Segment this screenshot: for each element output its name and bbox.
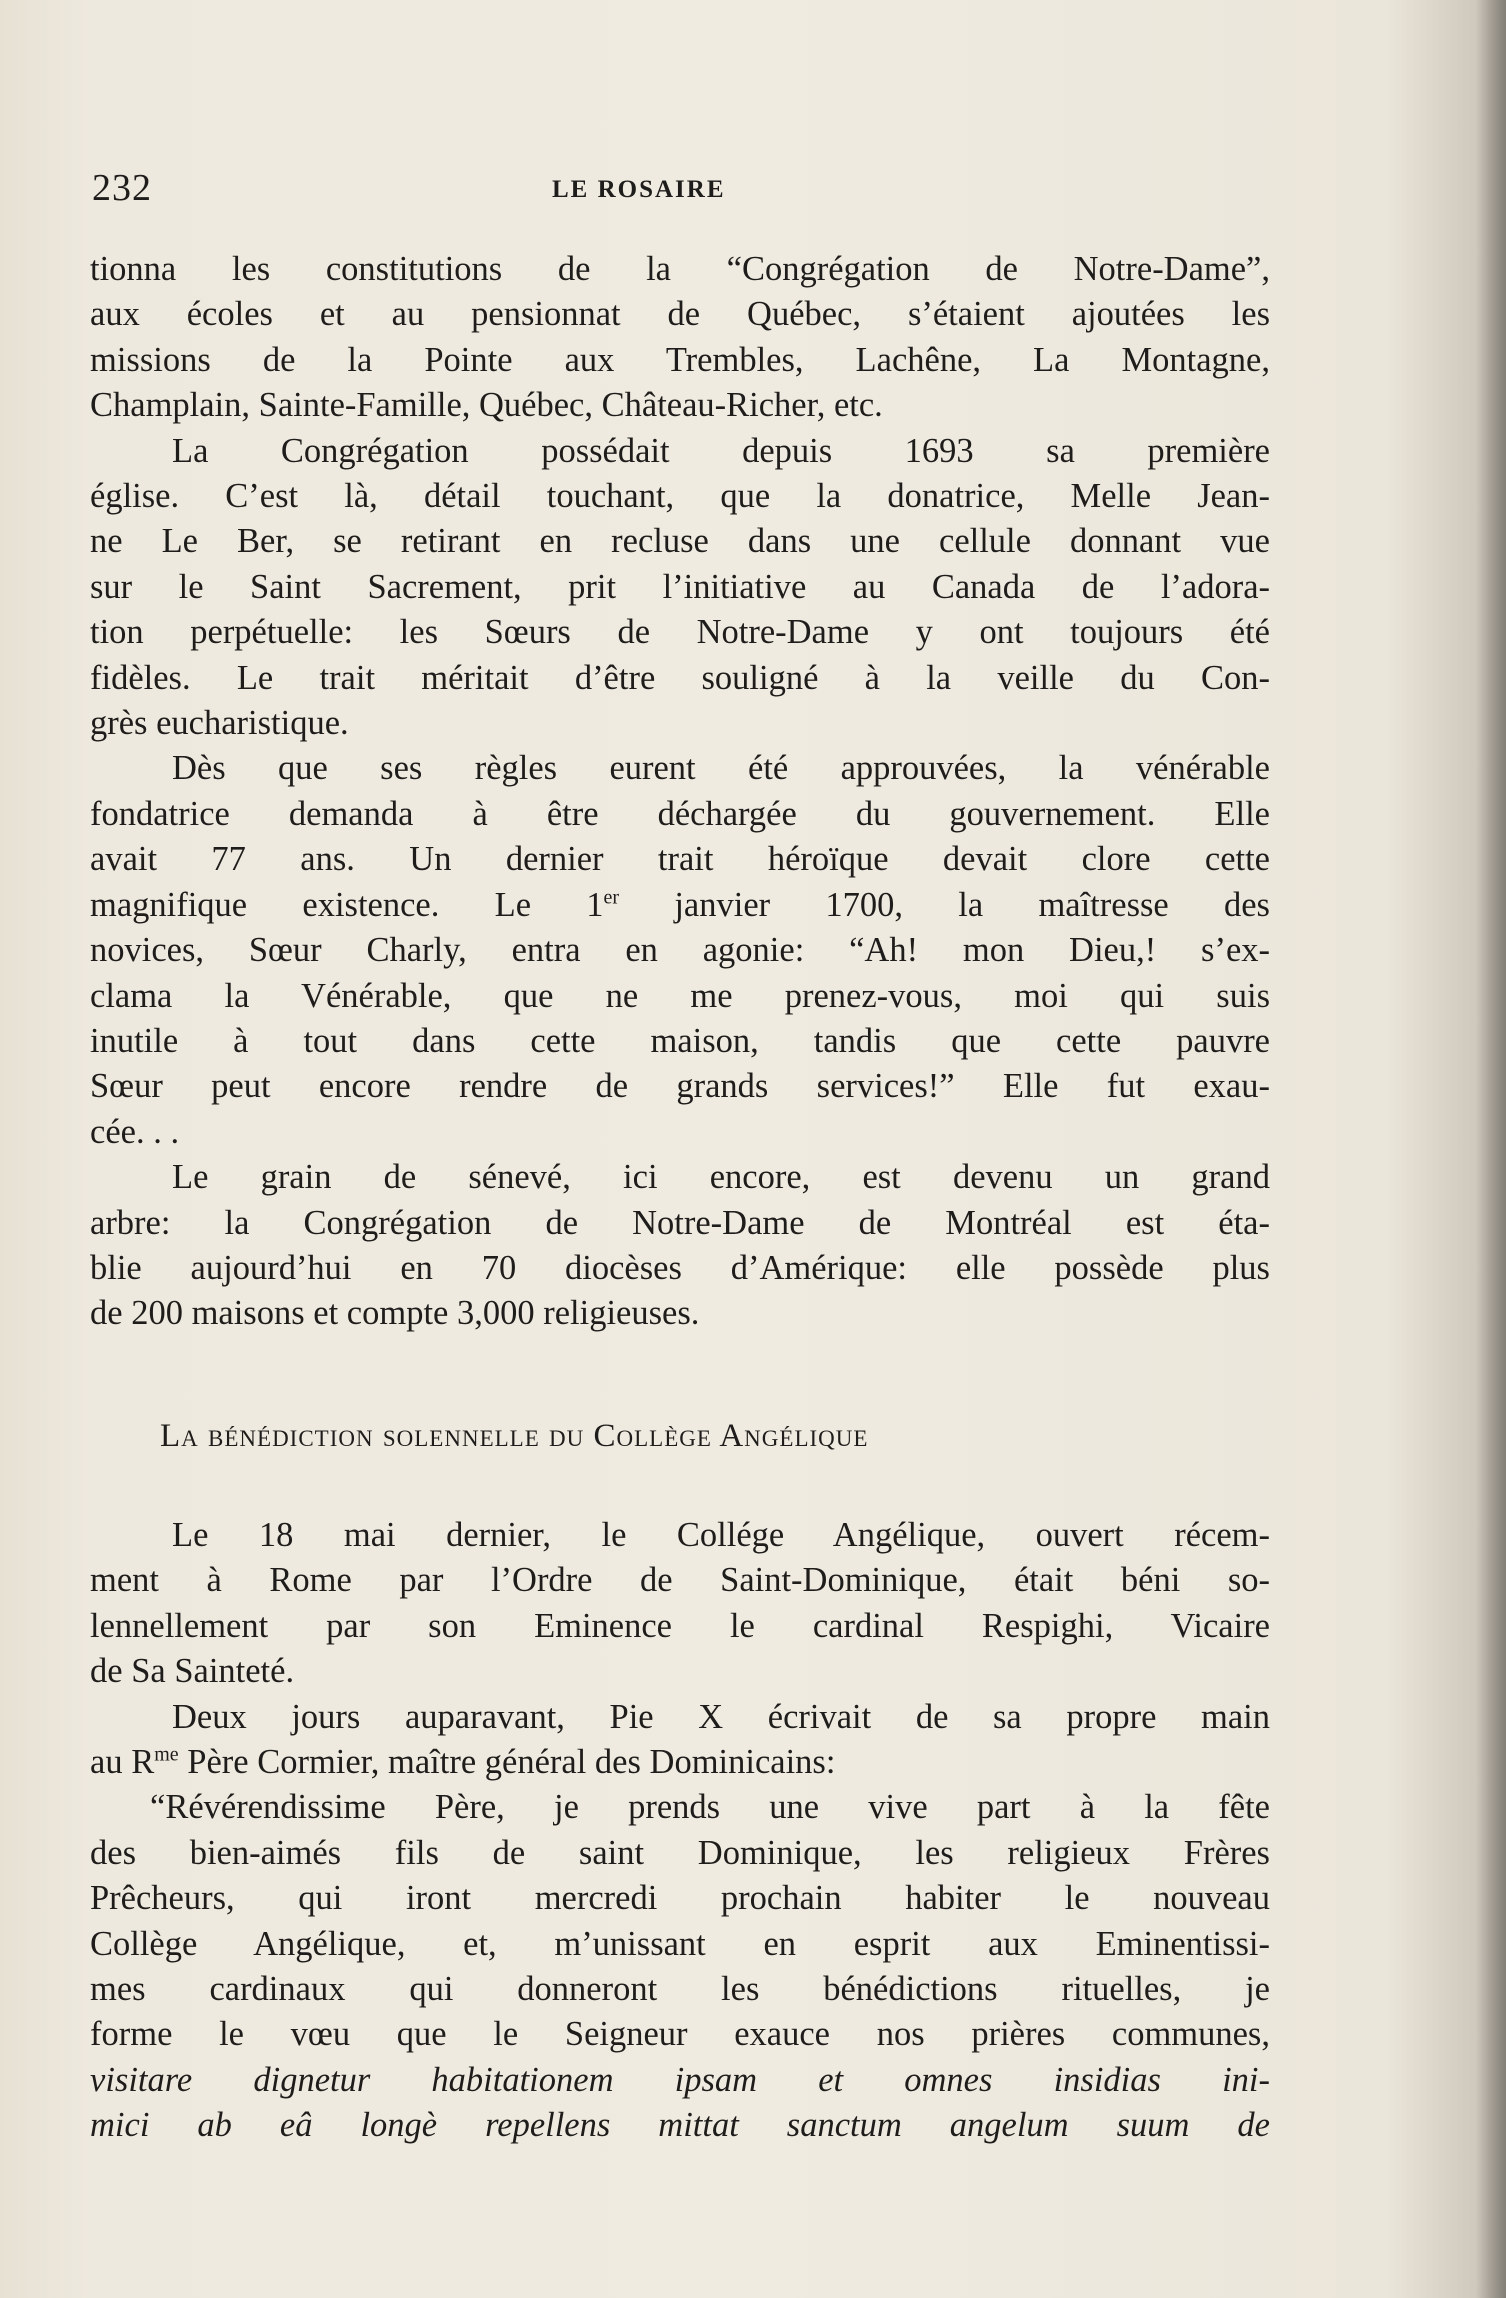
paragraph: [90, 1967, 1270, 2012]
text-line: église. C’est là, détail touchant, que la donatrice, Melle Jean-: [90, 477, 1270, 516]
paragraph: [90, 1064, 1270, 1109]
text-line: aux écoles et au pensionnat de Québec, s’étaient ajoutées les: [90, 295, 1270, 334]
paragraph: [90, 1558, 1270, 1603]
text-line: fondatrice demanda à être déchargée du gouvernement. Elle: [90, 794, 1270, 833]
paragraph: [90, 519, 1270, 564]
paragraph: [90, 610, 1270, 655]
text-line: La Congrégation possédait depuis 1693 sa première: [172, 431, 1270, 470]
paragraph: [90, 1649, 1270, 1694]
paragraph: [90, 338, 1270, 383]
paragraph: [90, 292, 1270, 337]
paragraph: [90, 565, 1270, 610]
page-number: 232: [92, 167, 152, 209]
paragraph: [90, 1155, 1270, 1200]
paragraph: [90, 2103, 1270, 2148]
text-line: fidèles. Le trait méritait d’être souligné à la veille du Con-: [90, 658, 1270, 697]
text-line: de Sa Sainteté.: [90, 1652, 295, 1691]
text-line: ne Le Ber, se retirant en recluse dans une cellule donnant vue: [90, 522, 1270, 561]
text-line: Père Cormier, maître général des Dominicains:: [178, 1743, 836, 1782]
paragraph: [90, 1246, 1270, 1291]
page-edge-shadow: [1476, 0, 1506, 2298]
text-line: mici ab eâ longè repellens mittat sanctum angelum suum de: [90, 2106, 1270, 2145]
text-line: lennellement par son Eminence le cardinal Respighi, Vicaire: [90, 1606, 1270, 1645]
text-line: tionna les constitutions de la “Congrégation de Notre-Dame”,: [90, 250, 1270, 288]
superscript: me: [154, 1743, 179, 1766]
paragraph: [90, 1922, 1270, 1967]
text-line: inutile à tout dans cette maison, tandis que cette pauvre: [90, 1021, 1270, 1060]
paragraph: [90, 383, 1270, 428]
paragraph: [90, 1019, 1270, 1064]
paragraph: [90, 1785, 1270, 1830]
text-line: ment à Rome par l’Ordre de Saint-Dominique, était béni so-: [90, 1561, 1270, 1600]
paragraph: [90, 1110, 1270, 1155]
text-line: sur le Saint Sacrement, prit l’initiative au Canada de l’adora-: [90, 567, 1270, 606]
paragraph: [90, 1513, 1270, 1558]
page-header: [92, 166, 1272, 216]
section-heading: La bénédiction solennelle du Collège Angélique: [160, 1418, 869, 1454]
paragraph: [90, 1201, 1270, 1246]
text-line: Champlain, Sainte-Famille, Québec, Château-Richer, etc.: [90, 386, 883, 425]
paragraph: [90, 974, 1270, 1019]
paragraph: [90, 1604, 1270, 1649]
text-line: forme le vœu que le Seigneur exauce nos prières communes,: [90, 2015, 1270, 2054]
text-line: grès eucharistique.: [90, 704, 349, 743]
text-line: visitare dignetur habitationem ipsam et omnes insidias ini-: [90, 2060, 1270, 2099]
paragraph: [90, 656, 1270, 701]
text-line: missions de la Pointe aux Trembles, Lachêne, La Montagne,: [90, 340, 1270, 379]
paragraph: [90, 701, 1270, 746]
text-line: tion perpétuelle: les Sœurs de Notre-Dame y ont toujours été: [90, 613, 1270, 652]
text-line: clama la Vénérable, que ne me prenez-vous, moi qui suis: [90, 976, 1270, 1015]
paragraph: [90, 928, 1270, 973]
paragraph: [90, 883, 1270, 928]
section-one-text: [90, 247, 1270, 1337]
text-line: Collège Angélique, et, m’unissant en esprit aux Eminentissi-: [90, 1924, 1270, 1963]
paragraph: [90, 1291, 1270, 1336]
text-line: au R: [90, 1743, 155, 1782]
paragraph: [90, 1876, 1270, 1921]
paragraph: [90, 1740, 1270, 1785]
text-line: de 200 maisons et compte 3,000 religieuses.: [90, 1294, 700, 1333]
text-line: Deux jours auparavant, Pie X écrivait de sa propre main: [172, 1697, 1270, 1736]
text-line: “Révérendissime Père, je prends une vive part à la fête: [150, 1788, 1270, 1827]
text-line: magnifique existence. Le 1: [90, 885, 604, 924]
text-line: mes cardinaux qui donneront les bénédictions rituelles, je: [90, 1970, 1270, 2009]
paragraph: [90, 1831, 1270, 1876]
paragraph: [90, 837, 1270, 882]
text-line: cée. . .: [90, 1112, 180, 1151]
section-two-text: [90, 1513, 1270, 2149]
text-line: blie aujourd’hui en 70 diocèses d’Amérique: elle possède plus: [90, 1248, 1270, 1287]
text-line: arbre: la Congrégation de Notre-Dame de Montréal est éta-: [90, 1203, 1270, 1242]
paragraph: [90, 2012, 1270, 2057]
paragraph: [90, 2058, 1270, 2103]
paragraph: [90, 429, 1270, 474]
paragraph: [90, 247, 1270, 292]
text-line: avait 77 ans. Un dernier trait héroïque devait clore cette: [90, 840, 1270, 879]
text-line: Prêcheurs, qui iront mercredi prochain habiter le nouveau: [90, 1879, 1270, 1918]
paragraph: [90, 474, 1270, 519]
text-line: Dès que ses règles eurent été approuvées, la vénérable: [172, 749, 1270, 788]
text-line: des bien-aimés fils de saint Dominique, les religieux Frères: [90, 1833, 1270, 1872]
superscript: er: [603, 886, 620, 909]
text-line: Le 18 mai dernier, le Collége Angélique, ouvert récem-: [172, 1516, 1270, 1554]
text-line: Le grain de sénevé, ici encore, est devenu un grand: [172, 1158, 1270, 1197]
text-line: janvier 1700, la maîtresse des: [619, 885, 1270, 924]
running-head: LE ROSAIRE: [552, 176, 726, 203]
text-line: Sœur peut encore rendre de grands services!” Elle fut exau-: [90, 1067, 1270, 1106]
paragraph: [90, 792, 1270, 837]
text-line: novices, Sœur Charly, entra en agonie: “Ah! mon Dieu,! s’ex-: [90, 931, 1270, 970]
paragraph: [90, 746, 1270, 791]
paragraph: [90, 1695, 1270, 1740]
